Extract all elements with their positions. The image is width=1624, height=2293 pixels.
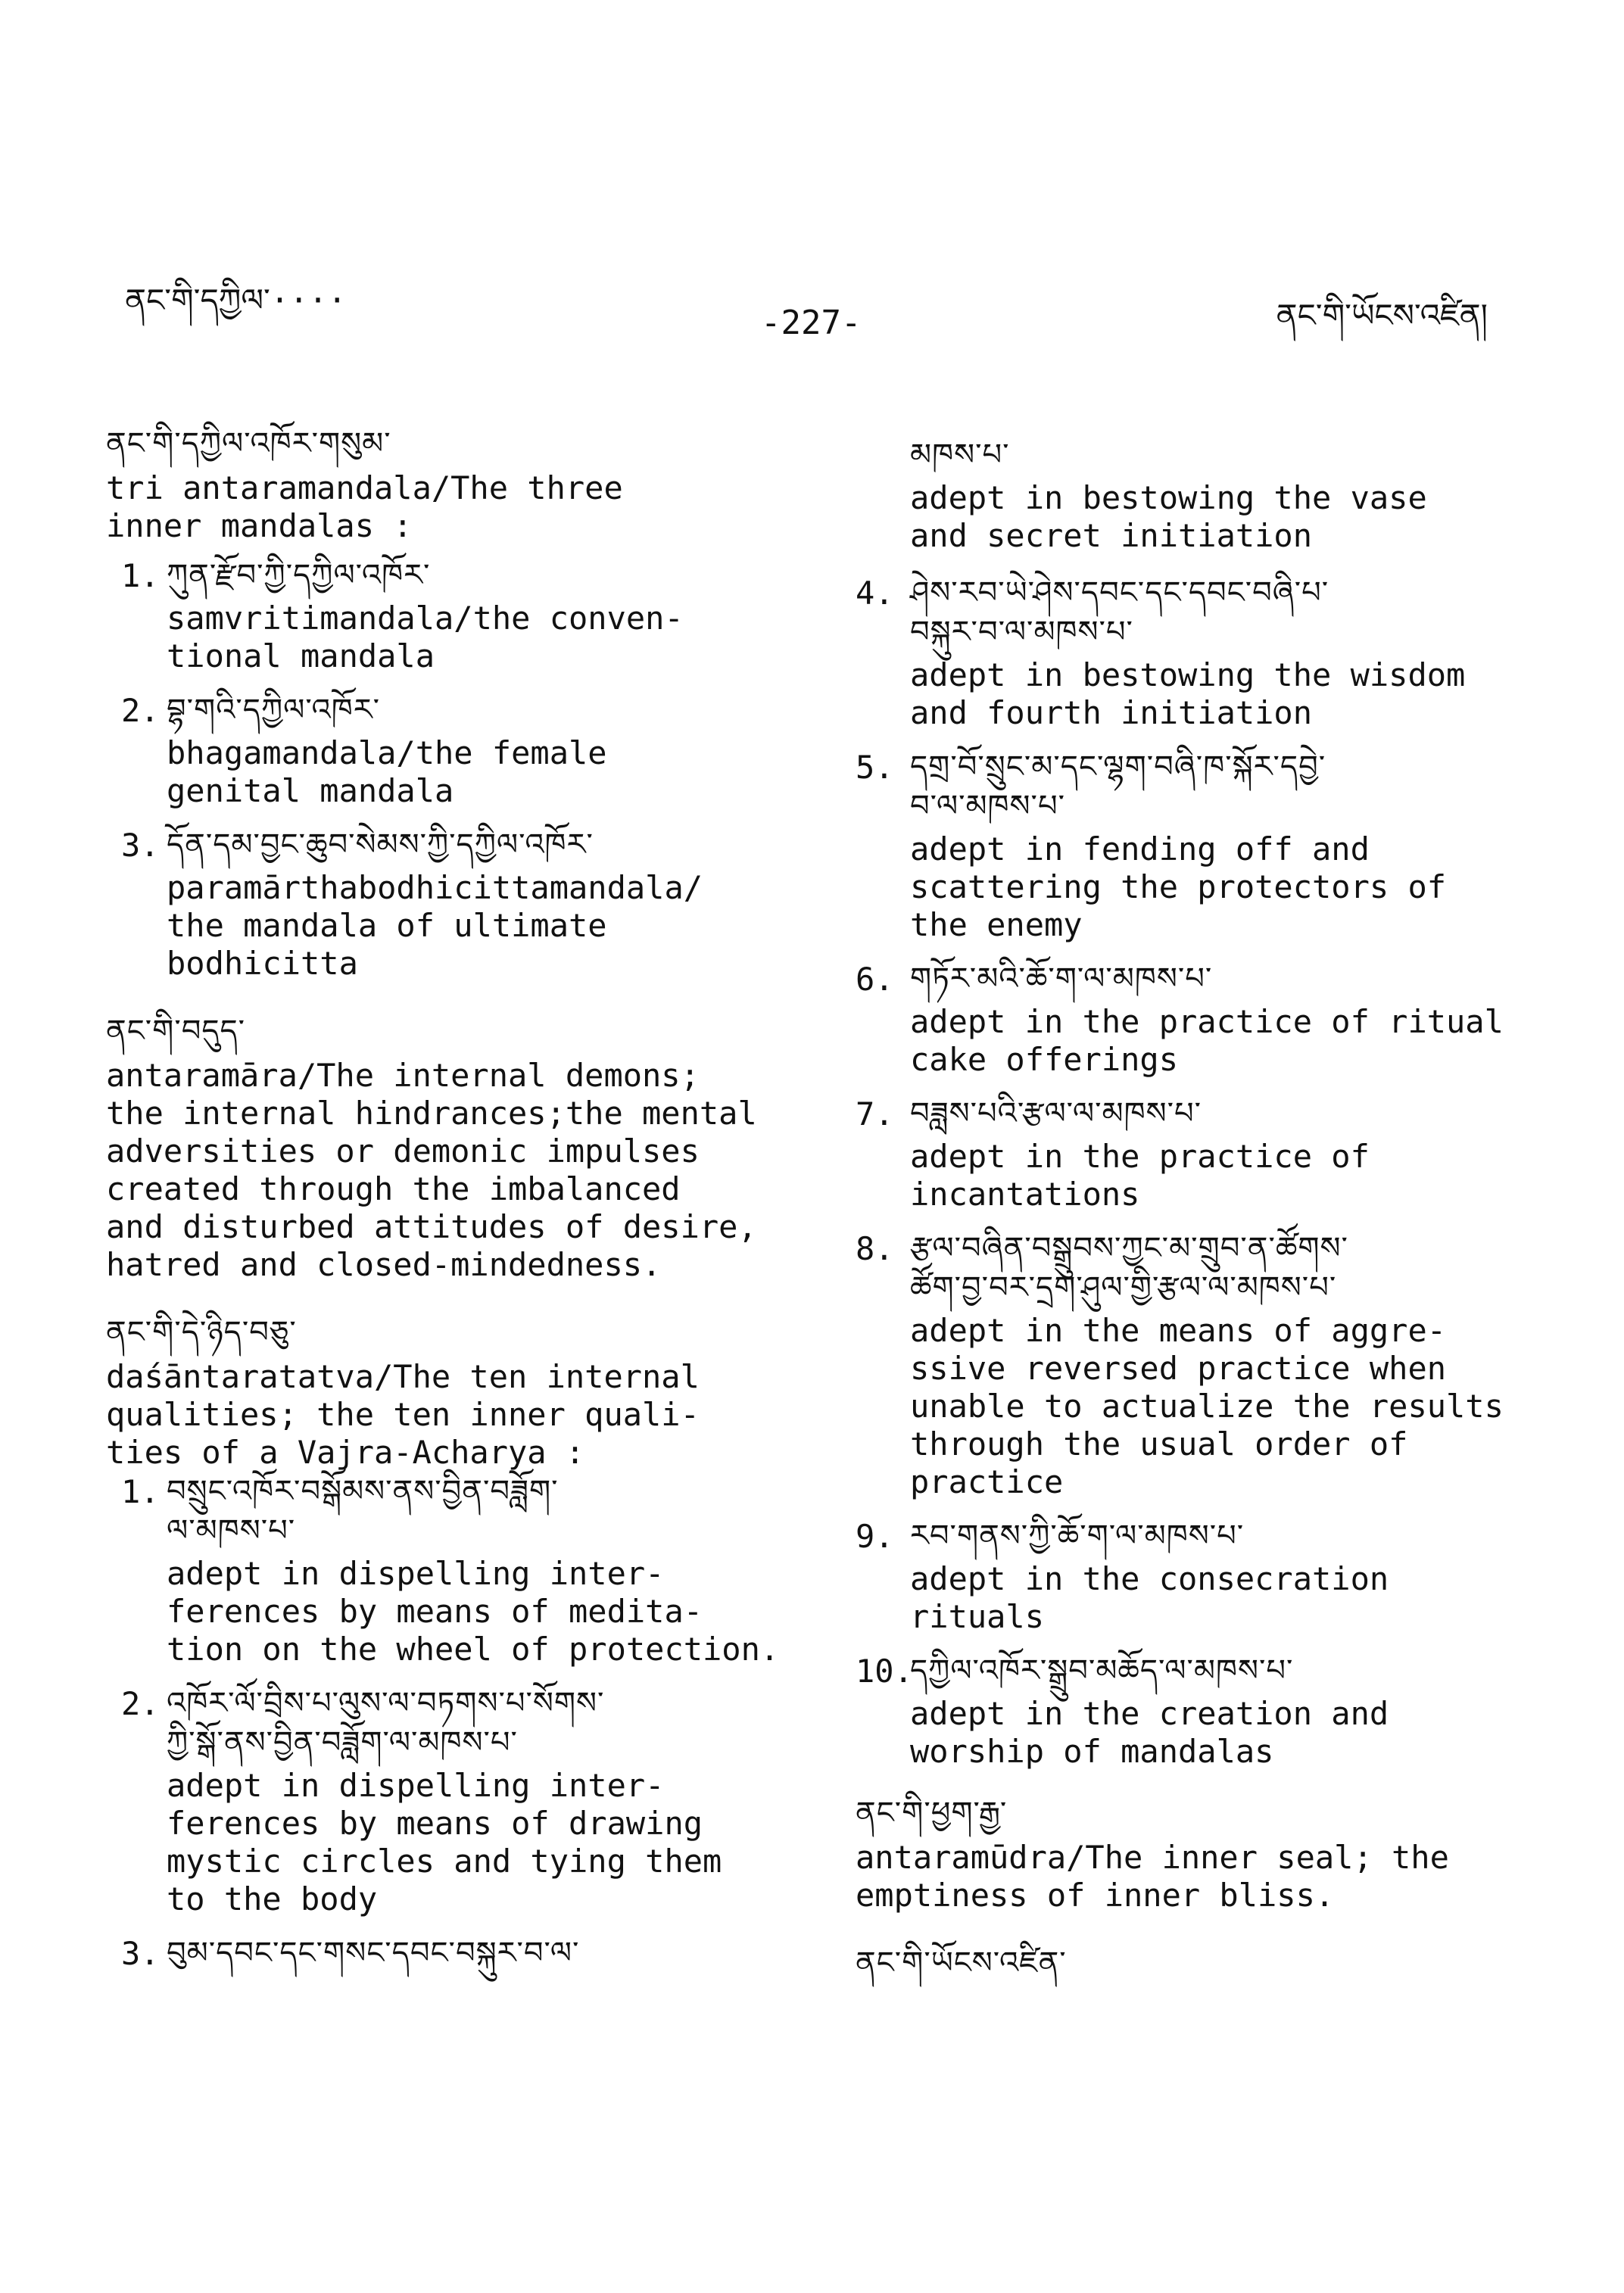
list-item [856,1516,1522,1636]
item-tibetan: ལ་མཁས་པ་ [167,1513,296,1548]
dictionary-entry [106,424,787,983]
item-number: 1. [121,557,160,594]
item-tibetan: འཁོར་ལོ་བྲིས་པ་ལུས་ལ་བཏགས་པ་སོགས་ [167,1686,605,1721]
item-number: 3. [121,827,160,864]
item-number: 10. [856,1653,913,1690]
item-tibetan: བཟླས་པའི་རྩལ་ལ་མཁས་པ་ [910,1096,1202,1131]
item-tibetan: བ་ལ་མཁས་པ་ [910,789,1065,824]
item-english: adept in the practice of incantations [910,1138,1370,1213]
item-tibetan: དཀྱིལ་འཁོར་སྒྲུབ་མཆོད་ལ་མཁས་པ་ [910,1653,1294,1688]
list-item [121,1684,787,1918]
item-tibetan: བུམ་དབང་དང་གསང་དབང་བསྐུར་བ་ལ་ [167,1936,580,1971]
item-number: 5. [856,749,894,786]
item-tibetan: བསྐུར་བ་ལ་མཁས་པ་ [910,615,1133,650]
list-item [856,1094,1522,1213]
item-english: adept in dispelling inter- ferences by means of medita- tion on the wheel of protection. [167,1555,780,1668]
dictionary-entry [856,1793,1522,1914]
left-column [106,424,787,2002]
list-item [121,825,787,983]
running-header-right: ནང་གི་ཡོངས་འཛིན། [1276,297,1488,334]
list-item [856,1229,1522,1501]
list-item [121,690,787,810]
item-number: 7. [856,1095,894,1132]
entry-definition: antaramūdra/The inner seal; the emptiness of inner bliss. [856,1839,1449,1914]
entry-headword-tibetan: ནང་གི་དཀྱིལ་འཁོར་གསུམ་ [106,426,391,461]
list-item [121,556,787,675]
item-tibetan: བསྲུང་འཁོར་བསྒོམས་ནས་བྱིན་བཟློག་ [167,1474,559,1509]
item-number: 6. [856,961,894,998]
item-english: bhagamandala/the female genital mandala [167,734,607,809]
list-item [856,959,1522,1079]
item-english: paramārthabodhicittamandala/ the mandala of ultimate bodhicitta [167,869,703,982]
item-tibetan: དགྲ་བོ་སྲུང་མ་དང་ལྷག་བཞི་ཁ་སྐོར་དབྱེ་ [910,749,1326,784]
item-number: 1. [121,1473,160,1510]
entry-headword-tibetan: ནང་གི་དེ་ཉིད་བཅུ་ [106,1315,297,1350]
item-english: adept in bestowing the wisdom and fourth initiation [910,656,1466,731]
entry-headword-tibetan: ནང་གི་བདུད་ [106,1014,246,1048]
item-tibetan: ཀྱི་སྒོ་ནས་བྱིན་བཟློག་ལ་མཁས་པ་ [167,1725,518,1760]
list-item [856,747,1522,944]
item-number: 2. [121,1685,160,1722]
entry-definition: antaramāra/The internal demons; the internal hindrances;the mental adversities or demonic impulses created through the imbalanced and disturbed attitudes of desire, hatred and closed-mindedness. [106,1057,757,1283]
item-tibetan: དོན་དམ་བྱང་ཆུབ་སེམས་ཀྱི་དཀྱིལ་འཁོར་ [167,827,594,862]
continued-item [856,435,1522,555]
item-english: adept in bestowing the vase and secret initiation [910,479,1427,554]
dictionary-entry [856,1943,1522,1983]
entry-headword-tibetan: ནང་གི་ཡོངས་འཛིན་ [856,1946,1067,1980]
item-number: 4. [856,575,894,612]
item-english: adept in the creation and worship of mandalas [910,1695,1389,1770]
item-english: adept in the practice of ritual cake offerings [910,1003,1504,1078]
item-tibetan: ཀུན་རྫོབ་ཀྱི་དཀྱིལ་འཁོར་ [167,558,431,593]
dictionary-entry [106,1011,787,1284]
list-item [856,573,1522,732]
dictionary-entry [106,1313,787,1973]
running-header-left: ནང་གི་དཀྱིལ་···· [125,282,347,319]
item-number: 9. [856,1518,894,1555]
item-english: samvritimandala/the conven- tional mandala [167,600,684,675]
item-tibetan: གཏོར་མའི་ཆོ་ག་ལ་མཁས་པ་ [910,961,1213,996]
item-number: 3. [121,1935,160,1972]
item-tibetan: མཁས་པ་ [910,438,1010,472]
list-item [856,1651,1522,1771]
entry-definition: daśāntaratatva/The ten internal qualities; the ten inner quali- ties of a Vajra-Acharya : [106,1358,700,1471]
item-english: adept in fending off and scattering the protectors of the enemy [910,830,1447,943]
item-number: 8. [856,1230,894,1267]
right-column [856,435,1522,2011]
item-number: 2. [121,692,160,729]
item-tibetan: བྷ་གའི་དཀྱིལ་འཁོར་ [167,693,381,727]
entry-headword-tibetan: ནང་གི་ཕྱག་རྒྱ་ [856,1796,1008,1830]
item-english: adept in the consecration rituals [910,1560,1389,1635]
item-tibetan: རྩལ་བཞིན་བསྒྲུབས་ཀྱང་མ་གྲུབ་ན་ཚོགས་ [910,1231,1348,1266]
item-tibetan: རབ་གནས་ཀྱི་ཆོ་ག་ལ་མཁས་པ་ [910,1519,1245,1553]
list-item [121,1472,787,1668]
item-tibetan: ཚོག་བྱ་བར་དྲག་ཤུལ་གྱི་རྩལ་ལ་མཁས་པ་ [910,1270,1337,1305]
item-english: adept in the means of aggre- ssive reversed practice when unable to actualize the results through the usual order of practice [910,1312,1504,1500]
item-english: adept in dispelling inter- ferences by means of drawing mystic circles and tying them to the body [167,1767,722,1918]
entry-definition: tri antaramandala/The three inner mandalas : [106,469,623,544]
list-item [121,1933,787,1973]
page-number: -227- [761,304,862,342]
item-tibetan: ཤེས་རབ་ཡེ་ཤེས་དབང་དང་དབང་བཞི་པ་ [910,575,1329,610]
